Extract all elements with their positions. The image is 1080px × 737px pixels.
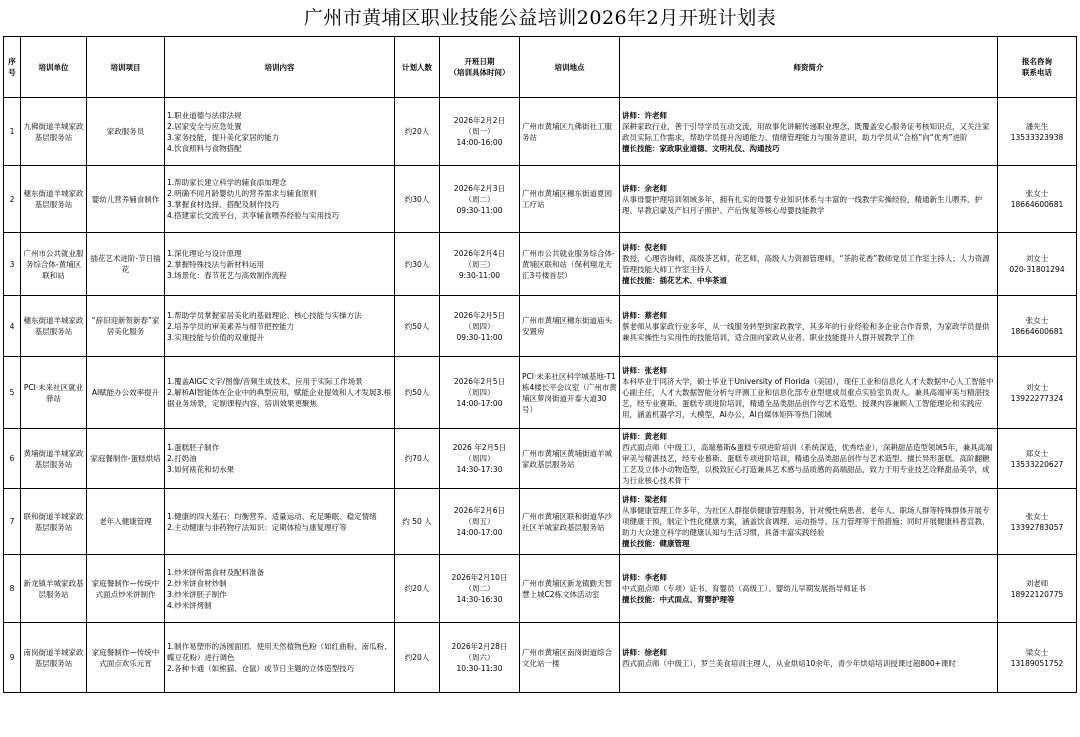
teacher-profile — [620, 429, 998, 489]
content-line: 3.家务技能，提升美化家居的能力 — [167, 132, 280, 142]
header-date: 开班日期 （培训具体时间） — [440, 37, 520, 98]
teacher-profile — [620, 489, 998, 555]
training-unit: 广州市公共就业服务综合体-黄埔区联和站 — [21, 233, 87, 296]
start-time: 14:30-17:30 — [456, 465, 503, 474]
training-location: 广州市黄埔区穗东街道夏园工疗站 — [520, 166, 620, 233]
content-line: 1.蛋糕胚子制作 — [167, 443, 220, 452]
start-date: 2026年2月5日 — [453, 310, 506, 320]
start-time: 14:30-16:30 — [456, 595, 503, 604]
training-content — [165, 357, 395, 429]
contact-cell — [998, 623, 1077, 693]
teacher-bio: 西式面点师（中级工），罗兰美食培训主理人，从业烘焙10余年，青少年烘焙培训授课过超800+课时 — [622, 658, 956, 668]
teacher-profile — [620, 98, 998, 166]
contact-phone: 13189051752 — [1010, 658, 1064, 668]
teacher-skill-line — [622, 143, 995, 154]
skill-label: 擅长技能： — [622, 276, 660, 285]
teacher-label: 讲师： — [622, 110, 645, 120]
content-line: 2.打奶油 — [167, 454, 197, 463]
content-line: 3.炒米饼胚子制作 — [167, 589, 227, 599]
contact-phone: 18664600681 — [1010, 327, 1064, 336]
teacher-name: 梁老师 — [644, 495, 667, 504]
content-line: 1.制作易塑形的汤圆面团、使用天然植物色粉（如红曲粉、南瓜粉、蝶豆花粉）进行调色 — [167, 642, 392, 662]
row-number: 4 — [4, 296, 21, 357]
teacher-label: 讲师： — [622, 495, 645, 504]
skill-label: 擅长技能： — [622, 595, 660, 604]
content-line: 2.各种卡通（如熊猫、仓鼠）或节日主题的立体造型技巧 — [167, 664, 355, 673]
planned-people: 约20人 — [395, 623, 440, 693]
teacher-profile — [620, 357, 998, 429]
contact-cell — [998, 296, 1077, 357]
table-row — [4, 166, 1077, 233]
content-line: 4.炒米饼烤制 — [167, 600, 212, 610]
start-date-cell — [440, 98, 520, 166]
teacher-name-line — [622, 494, 995, 505]
content-line: 2.炒米饼食材炒制 — [167, 578, 227, 588]
header-row — [4, 37, 1077, 98]
teacher-profile — [620, 623, 998, 693]
teacher-name: 许老师 — [644, 110, 667, 120]
training-project: 婴幼儿营养辅食制作 — [87, 166, 165, 233]
start-date-cell — [440, 489, 520, 555]
contact-name: 张女士 — [1025, 189, 1049, 198]
training-content — [165, 489, 395, 555]
skill-label: 擅长技能： — [622, 539, 660, 548]
content-line: 1.健康的四大基石：均衡营养、适量运动、充足睡眠、稳定情绪 — [167, 511, 377, 521]
teacher-name-line — [622, 310, 995, 321]
start-date-cell — [440, 296, 520, 357]
training-unit: 穗东街道羊城家政基层服务站 — [21, 166, 87, 233]
contact-name: 梁女士 — [1025, 647, 1049, 657]
training-content — [165, 296, 395, 357]
start-time: 09:30-11:00 — [456, 332, 503, 342]
contact-cell — [998, 98, 1077, 166]
teacher-skill: 健康管理 — [659, 539, 690, 548]
teacher-name: 倪老师 — [644, 243, 667, 252]
teacher-name-line — [622, 183, 995, 194]
training-plan-table — [3, 36, 1077, 693]
training-project: 家庭餐制作—传统中式面点欢乐元宵 — [87, 623, 165, 693]
contact-name: 张女士 — [1025, 316, 1049, 325]
training-unit: 南岗街道羊城家政基层服务站 — [21, 623, 87, 693]
start-date: 2026 年2月5日 — [452, 443, 507, 452]
content-line: 4.搭建家长交流平台，共享辅食喂养经验与实用技巧 — [167, 211, 340, 220]
contact-phone: 13533323938 — [1010, 132, 1064, 142]
contact-cell — [998, 429, 1077, 489]
training-project: 家庭餐制作-蛋糕烘焙 — [87, 429, 165, 489]
training-content — [165, 555, 395, 623]
header-no: 序号 — [4, 37, 21, 98]
contact-phone: 18664600681 — [1010, 200, 1064, 209]
content-line: 1.炒米饼所需食材及配料准备 — [167, 567, 265, 577]
start-time: 9:30-11:00 — [458, 270, 501, 280]
teacher-skill: 插花艺术、中华茶道 — [659, 276, 727, 285]
start-date: 2026年2月3日 — [453, 183, 506, 193]
table-row — [4, 555, 1077, 623]
contact-phone: 13533220627 — [1010, 459, 1064, 469]
teacher-name-line — [622, 365, 995, 376]
header-teacher: 师资简介 — [620, 37, 998, 98]
start-date-cell — [440, 429, 520, 489]
start-weekday: （周二） — [464, 584, 495, 593]
teacher-label: 讲师： — [622, 647, 645, 657]
planned-people: 约20人 — [395, 555, 440, 623]
start-weekday: （周四） — [464, 388, 495, 397]
content-line: 2.明确不同月龄婴幼儿的营养需求与辅食原则 — [167, 189, 317, 198]
teacher-label: 讲师： — [622, 366, 645, 375]
training-content — [165, 429, 395, 489]
training-unit: 联和街道羊城家政基层服务站 — [21, 489, 87, 555]
contact-name: 郑女士 — [1025, 448, 1049, 458]
start-weekday: （周四） — [464, 321, 495, 331]
content-line: 1.职业道德与法律法规 — [167, 110, 242, 120]
teacher-name-line — [622, 242, 995, 253]
content-line: 1.帮助学员掌握家居美化的基础理论、核心技能与实操方法 — [167, 310, 362, 320]
row-number: 3 — [4, 233, 21, 296]
teacher-name-line — [622, 431, 995, 442]
content-line: 3.实现技能与价值的双重提升 — [167, 332, 265, 342]
teacher-bio: 西式面点师（中级工），高端慕斯&蛋糕专项进阶培训（系统深造，优秀结业），深耕甜品造型领域5年，兼具高端审美与精湛技艺，经专业慕斯、蛋糕专项进阶培训，精通全品类甜品创作与艺术造型。擅长异形蛋糕、高阶翻糖工艺及立体小动物造型，以极致匠心打造兼具艺术感与品质感的高端甜品，致力于用专业技艺诠释甜品美学，成为行业核心技术骨干 — [622, 443, 993, 485]
teacher-name: 徐老师 — [644, 647, 667, 657]
header-location: 培训地点 — [520, 37, 620, 98]
content-line: 4.饮食照料与食物搭配 — [167, 143, 242, 153]
contact-name: 刘女士 — [1025, 382, 1049, 392]
table-row — [4, 296, 1077, 357]
training-content — [165, 233, 395, 296]
start-time: 14:00-17:00 — [456, 528, 503, 537]
table-row — [4, 489, 1077, 555]
training-location: 广州市黄埔区九佛街社工服务站 — [520, 98, 620, 166]
start-date-cell — [440, 555, 520, 623]
teacher-label: 讲师： — [622, 183, 645, 193]
teacher-name: 蔡老师 — [644, 310, 667, 320]
teacher-label: 讲师： — [622, 432, 645, 441]
row-number: 2 — [4, 166, 21, 233]
teacher-profile — [620, 296, 998, 357]
start-time: 10:30-11:30 — [456, 664, 503, 673]
teacher-skill-line — [622, 594, 995, 605]
table-row — [4, 357, 1077, 429]
training-location: 广州市黄埔区穗东街道庙头安置房 — [520, 296, 620, 357]
start-date: 2026年2月2日 — [453, 116, 506, 125]
content-line: 2.主动健康与非药物疗法知识：定期体检与康复理疗等 — [167, 522, 347, 532]
training-location: 广州市黄埔区新龙镇勤天智慧上城C2栋文体活动室 — [520, 555, 620, 623]
teacher-profile — [620, 555, 998, 623]
teacher-bio: 从事健康管理工作多年，为社区人群提供健康管理服务，针对慢性病患者、老年人、职场人群等特殊群体开展专项健康干预，制定个性化健康方案，涵盖饮食调理、运动指导、压力管理等干预措施；同时开展健康科普宣教，助力大众建立科学的健康认知与生活习惯，具备丰富实践经验 — [622, 506, 990, 537]
table-row — [4, 98, 1077, 166]
training-location: 广州市黄埔区联和街道华沙社区羊城家政基层服务站 — [520, 489, 620, 555]
training-content — [165, 166, 395, 233]
content-line: 2.解析AI智能体在企业中的典型应用，赋能企业提效和人才发展3.根据业务场景，定制课程内容，培训效果更聚焦 — [167, 388, 392, 408]
teacher-label: 讲师： — [622, 573, 645, 582]
teacher-name-line — [622, 110, 995, 121]
start-weekday: （周一） — [464, 127, 495, 136]
contact-phone: 13922277324 — [1010, 393, 1064, 403]
teacher-name: 张老师 — [644, 366, 667, 375]
start-weekday: （周六） — [464, 653, 495, 662]
content-line: 3.如何裱花和切水果 — [167, 465, 235, 474]
row-number: 5 — [4, 357, 21, 429]
start-time: 14:00-16:00 — [456, 138, 503, 147]
contact-cell — [998, 555, 1077, 623]
contact-name: 张女士 — [1025, 511, 1049, 521]
training-project: 家政服务员 — [87, 98, 165, 166]
teacher-profile — [620, 233, 998, 296]
start-time: 14:00-17:00 — [456, 399, 503, 408]
header-contact: 报名咨询 联系电话 — [998, 37, 1077, 98]
training-unit: 新龙镇羊城家政基层服务站 — [21, 555, 87, 623]
contact-phone: 13392783057 — [1010, 522, 1064, 532]
planned-people: 约20人 — [395, 98, 440, 166]
content-line: 2.培养学员的审美素养与细节把控能力 — [167, 321, 295, 331]
teacher-skill: 中式面点、育婴护理等 — [659, 595, 735, 604]
contact-name: 潘先生 — [1025, 121, 1049, 131]
start-weekday: （周四） — [464, 454, 495, 463]
teacher-skill-line — [622, 538, 995, 549]
contact-cell — [998, 489, 1077, 555]
teacher-name-line — [622, 572, 995, 583]
start-date: 2026年2月10日 — [451, 573, 508, 582]
table-row — [4, 429, 1077, 489]
planned-people: 约30人 — [395, 233, 440, 296]
contact-name: 刘老师 — [1025, 578, 1049, 588]
start-date: 2026年2月4日 — [453, 248, 506, 258]
training-unit: 黄埔街道羊城家政基层服务站 — [21, 429, 87, 489]
training-unit: PCI·未来社区就业驿站 — [21, 357, 87, 429]
training-content — [165, 98, 395, 166]
training-content — [165, 623, 395, 693]
training-project: AI赋能办公效率提升 — [87, 357, 165, 429]
teacher-skill-line — [622, 275, 995, 286]
content-line: 1.帮助家长建立科学的辅食添加理念 — [167, 178, 287, 187]
contact-cell — [998, 166, 1077, 233]
header-project: 培训项目 — [87, 37, 165, 98]
start-date-cell — [440, 166, 520, 233]
start-date-cell — [440, 233, 520, 296]
training-project: 老年人健康管理 — [87, 489, 165, 555]
teacher-label: 讲师： — [622, 243, 645, 252]
contact-cell — [998, 357, 1077, 429]
teacher-bio: 深耕家政行业，善于引导学员互动交流，用故事化讲解传递职业理念，既覆盖安心服务证考核知识点，又关注家政员实际工作需求，帮助学员提升沟通能力、情绪管理能力与服务意识，助力学员从“合格”向“优秀”进阶 — [622, 121, 990, 142]
planned-people: 约30人 — [395, 166, 440, 233]
row-number: 6 — [4, 429, 21, 489]
table-row — [4, 623, 1077, 693]
header-people: 计划人数 — [395, 37, 440, 98]
training-unit: 九佛街道羊城家政基层服务站 — [21, 98, 87, 166]
content-line: 3.掌握食材选择、搭配及制作技巧 — [167, 200, 280, 209]
start-weekday: （周三） — [464, 259, 495, 269]
training-project: “辞旧迎新贺新春”家居美化服务 — [87, 296, 165, 357]
teacher-name: 余老师 — [644, 183, 667, 193]
teacher-label: 讲师： — [622, 310, 645, 320]
contact-name: 刘女士 — [1025, 254, 1049, 263]
teacher-name-line — [622, 647, 995, 658]
start-time: 09:30-11:00 — [456, 205, 503, 215]
teacher-bio: 中式面点师（专项）证书、育婴员（高级工）、婴幼儿早期发展指导师证书 — [622, 584, 866, 593]
content-line: 1.深化理论与设计原理 — [167, 248, 242, 258]
training-location: 广州市公共就业服务综合体-黄埔区联和站（保利翔龙天汇3号楼首层） — [520, 233, 620, 296]
teacher-bio: 蔡老师从事家政行业多年，从一线服务转型到家政教学，其多年的行业经验和多企业合作背景，为家政学员提供兼具实操性与实用性的技能培训，适合面向家政从业者、职业技能提升人群开展教学工作 — [622, 321, 990, 342]
content-line: 2.掌握特殊技法与新材料运用 — [167, 259, 265, 269]
contact-cell — [998, 233, 1077, 296]
row-number: 9 — [4, 623, 21, 693]
start-date: 2026年2月28日 — [451, 642, 508, 651]
start-date: 2026年2月5日 — [453, 377, 506, 386]
teacher-name: 李老师 — [644, 573, 667, 582]
row-number: 7 — [4, 489, 21, 555]
teacher-skill: 家政职业道德、文明礼仪、沟通技巧 — [659, 143, 780, 153]
teacher-profile — [620, 166, 998, 233]
teacher-bio: 教授，心理咨询师，高级茶艺师，花艺师，高级人力资源管理师，“茶韵花香”教师党员工作室主持人；人力资源管理技能大师工作室主持人 — [622, 254, 990, 274]
contact-phone: 020-31801294 — [1009, 265, 1065, 274]
training-unit: 穗东街道羊城家政基层服务站 — [21, 296, 87, 357]
row-number: 8 — [4, 555, 21, 623]
content-line: 3.场景化：春节花艺与高效制作流程 — [167, 270, 287, 280]
training-location: PCI·未来社区科学城基地-T1栋4楼长平会议室（广州市黄埔区萝岗街道开泰大道30号） — [520, 357, 620, 429]
training-location: 广州市黄埔区黄埔街道羊城家政基层服务站 — [520, 429, 620, 489]
planned-people: 约70人 — [395, 429, 440, 489]
training-location: 广州市黄埔区南岗街道综合文化站一楼 — [520, 623, 620, 693]
table-row — [4, 233, 1077, 296]
content-line: 1.覆盖AIGC文字/图像/音频生成技术，应用于实际工作场景 — [167, 377, 363, 386]
training-project: 插花艺术进阶-节日插花 — [87, 233, 165, 296]
start-date: 2026年2月6日 — [453, 506, 506, 515]
header-content: 培训内容 — [165, 37, 395, 98]
page-title: 广州市黄埔区职业技能公益培训2026年2月开班计划表 — [303, 7, 777, 29]
teacher-bio: 本科毕业于同济大学，硕士毕业于University of Florida（美国），现任工业和信息化人才大数据中心人工智能中心副主任，人才大数据智能分析与评测工业和信息化部专业型建成员重点实验室负责人。兼具高端审美与精湛技艺，经专业赛斯、蛋糕专项进阶培训，精通全品类甜品创作与艺术造型。授课内容兼顾人工智能理论和实践应用，涵盖机器学习，大模型，AI办公，AI自媒体矩阵等热门领域 — [622, 377, 994, 419]
contact-phone: 18922120775 — [1010, 589, 1064, 599]
skill-label: 擅长技能： — [622, 143, 660, 153]
start-date-cell — [440, 357, 520, 429]
start-date-cell — [440, 623, 520, 693]
training-project: 家庭餐制作—传统中式面点炒米饼制作 — [87, 555, 165, 623]
start-weekday: （周五） — [464, 517, 495, 526]
header-unit: 培训单位 — [21, 37, 87, 98]
teacher-bio: 从事母婴护理培训领域多年，拥有扎实的母婴专业知识体系与丰富的一线教学实操经验，精通新生儿喂养、护理、早教启蒙及产妇月子照护、产后恢复等核心母婴技能教学 — [622, 194, 982, 215]
teacher-name: 黄老师 — [644, 432, 667, 441]
planned-people: 约50人 — [395, 296, 440, 357]
start-weekday: （周二） — [464, 194, 495, 204]
row-number: 1 — [4, 98, 21, 166]
planned-people: 约 50 人 — [395, 489, 440, 555]
content-line: 2.居家安全与应急处置 — [167, 121, 242, 131]
planned-people: 约50人 — [395, 357, 440, 429]
